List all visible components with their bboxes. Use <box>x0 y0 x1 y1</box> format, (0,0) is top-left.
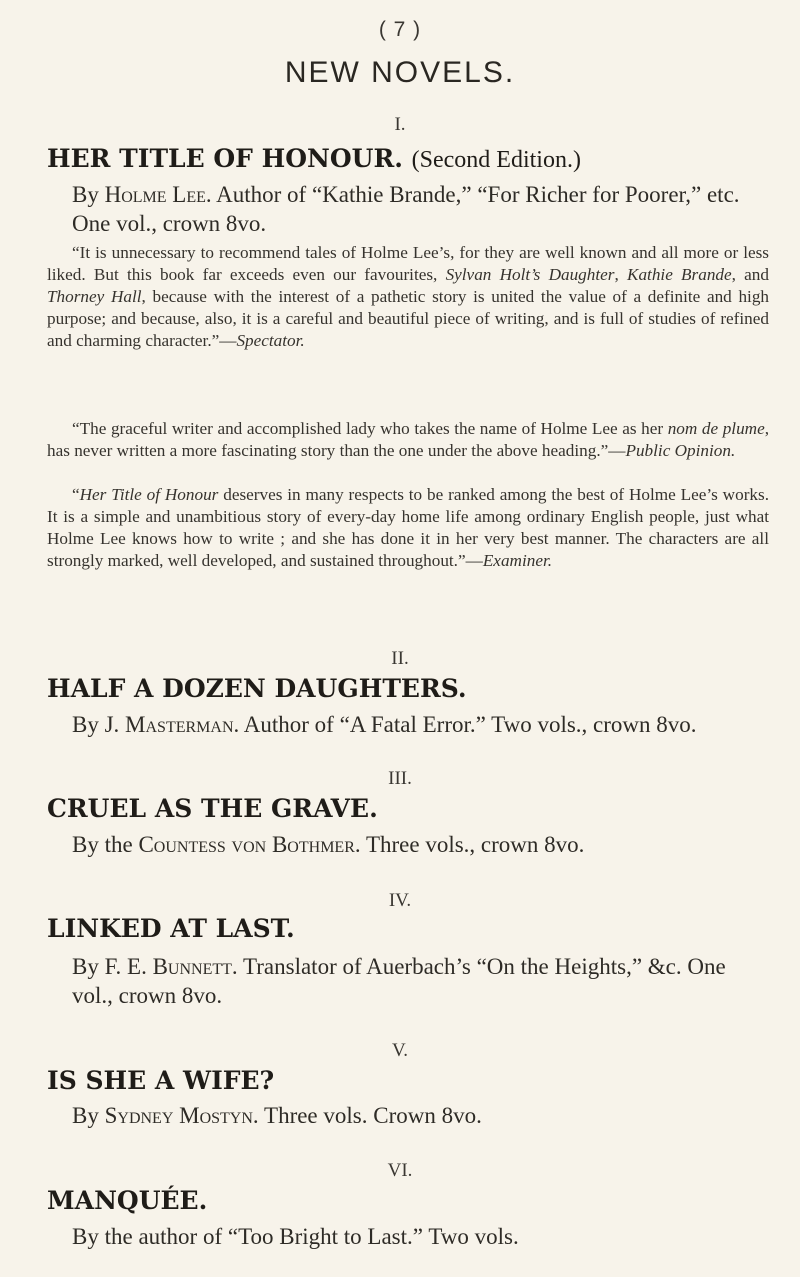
review-spectator: “It is unnecessary to recommend tales of Holme Lee’s, for they are well known and all more or less liked. But this book far exceeds even our favourites, Sylvan Holt’s Daughter, Kathie Brande, and Thorney Hall, because with the interest of a pathetic story is united the value of a definite and high purpose; and because, also, it is a careful and beautiful piece of writing, and is full of studies of refined and charming character.”—Spectator. <box>47 243 770 350</box>
review-source: Examiner. <box>482 551 553 570</box>
novel-4-author: F. E. Bunnett. <box>104 954 238 979</box>
novel-3-details: Three vols., crown 8vo. <box>365 832 585 857</box>
novel-6-title: MANQUÉE. <box>47 1186 208 1215</box>
novel-4-title: LINKED AT LAST. <box>47 914 295 943</box>
novel-5-numeral: V. <box>391 1040 409 1061</box>
novel-5-byline: By Sydney Mostyn. Three vols. Crown 8vo. <box>72 1103 482 1128</box>
novel-2-author: J. Masterman. <box>104 712 240 737</box>
review-examiner: “Her Title of Honour deserves in many respects to be ranked among the best of Holme Lee’s works. It is a simple and unambitious story of every-day home life among ordinary English people, just what Holme Lee knows how to write ; and she has done it in her very best manner. The characters are all strongly marked, well developed, and sustained throughout.”—Examiner. <box>47 485 769 570</box>
novel-5-author: Sydney Mostyn. <box>104 1103 259 1128</box>
novel-6-details: By the author of “Too Bright to Last.” Two vols. <box>72 1224 519 1249</box>
review-public-opinion: “The graceful writer and accomplished lady who takes the name of Holme Lee as her nom de plume, has never written a more fascinating story than the one under the above heading.”—Public Opinion. <box>47 419 770 460</box>
novel-1-numeral: I. <box>394 114 406 135</box>
novel-1-title-text: HER TITLE OF HONOUR. <box>47 144 403 173</box>
novel-2-numeral: II. <box>391 648 409 669</box>
novel-3-numeral: III. <box>388 768 412 789</box>
novel-1-details: Author of “Kathie Brande,” “For Richer for Poorer,” etc. One vol., crown 8vo. <box>72 182 740 236</box>
novel-6-byline <box>72 1222 772 1251</box>
novel-3-author: Countess von Bothmer. <box>138 832 361 857</box>
novel-2-byline: By J. Masterman. Author of “A Fatal Error.” Two vols., crown 8vo. <box>72 712 697 737</box>
novel-3-byline: By the Countess von Bothmer. Three vols., crown 8vo. <box>72 832 585 857</box>
novel-1-title <box>47 144 581 174</box>
novel-2-details: Author of “A Fatal Error.” Two vols., crown 8vo. <box>243 712 697 737</box>
page-number: ( 7 ) <box>378 18 422 41</box>
novel-4-details: Translator of Auerbach’s “On the Heights,” &c. One vol., crown 8vo. <box>72 954 726 1008</box>
review-source: Public Opinion. <box>625 441 736 460</box>
novel-3-title: CRUEL AS THE GRAVE. <box>47 794 378 823</box>
novel-5-title: IS SHE A WIFE? <box>47 1066 275 1095</box>
novel-4-numeral: IV. <box>388 890 412 911</box>
novel-5-details: Three vols. Crown 8vo. <box>264 1103 482 1128</box>
novel-1-byline: By Holme Lee. Author of “Kathie Brande,” “For Richer for Poorer,” etc. One vol., crown 8vo. <box>72 182 740 236</box>
novel-2-title: HALF A DOZEN DAUGHTERS. <box>47 674 467 703</box>
novel-4-byline: By F. E. Bunnett. Translator of Auerbach’s “On the Heights,” &c. One vol., crown 8vo. <box>72 954 726 1008</box>
novel-1-edition: (Second Edition.) <box>411 147 581 173</box>
novel-6-numeral: VI. <box>387 1160 413 1181</box>
page-title: NEW NOVELS. <box>284 56 516 89</box>
review-source: Spectator. <box>236 331 305 350</box>
novel-1-author: Holme Lee. <box>104 182 212 207</box>
